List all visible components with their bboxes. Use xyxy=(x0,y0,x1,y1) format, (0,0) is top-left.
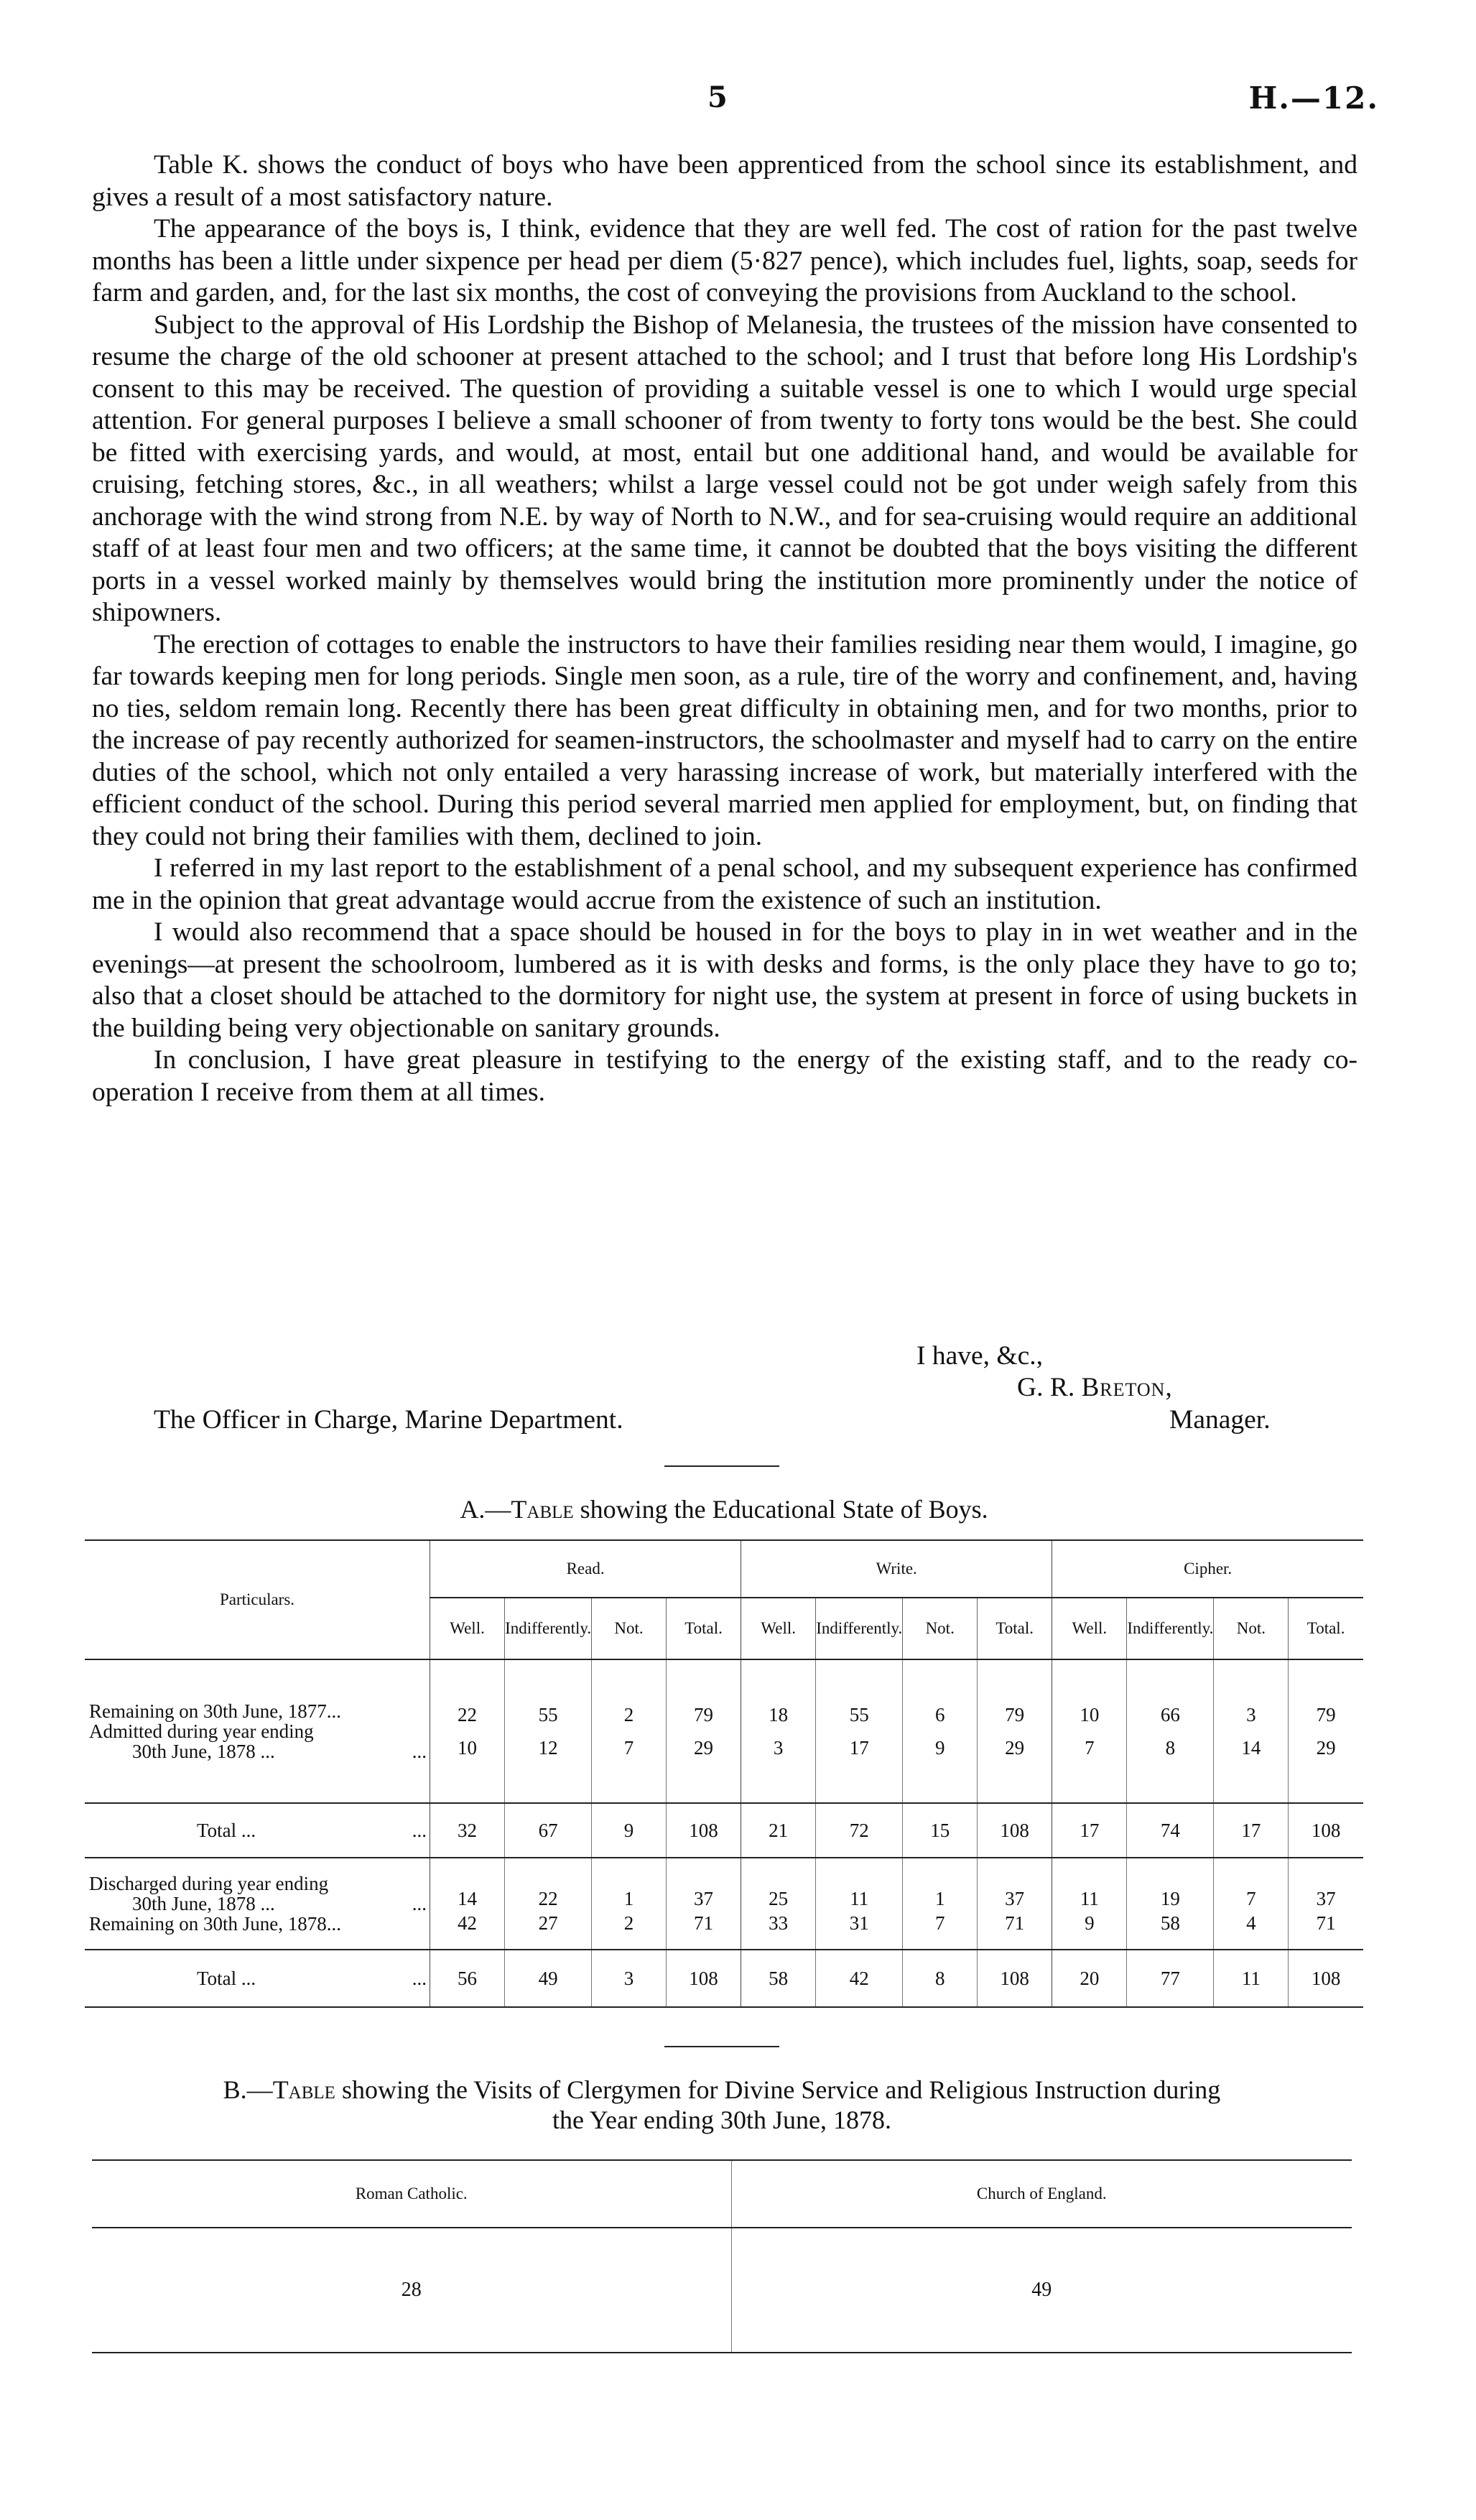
subheader-indifferently: Indifferently. xyxy=(505,1598,592,1659)
table-cell: 108 xyxy=(978,1803,1052,1858)
section-divider xyxy=(664,2046,779,2047)
table-cell: 79 29 xyxy=(1289,1659,1363,1803)
signature-name xyxy=(1017,1372,1173,1404)
particulars-header: Particulars. xyxy=(85,1540,430,1659)
table-cell: 3 xyxy=(592,1950,667,2007)
row-label-group xyxy=(85,1659,430,1803)
table-cell: 1 7 xyxy=(903,1858,978,1950)
table-cell: 108 xyxy=(666,1803,741,1858)
table-row-total xyxy=(85,1950,1363,2007)
table-cell: 20 xyxy=(1052,1950,1127,2007)
table-cell: 37 71 xyxy=(666,1858,741,1950)
row-label-dots: ... xyxy=(412,1741,427,1762)
subheader-well: Well. xyxy=(430,1598,505,1659)
table-cell: 2 7 xyxy=(592,1659,667,1803)
subheader-not: Not. xyxy=(1214,1598,1289,1659)
table-a-caption xyxy=(85,1494,1363,1524)
table-cell: 1 2 xyxy=(592,1858,667,1950)
table-row xyxy=(85,1858,1363,1950)
table-cell: 56 xyxy=(430,1950,505,2007)
paragraph: I referred in my last report to the establishment of a penal school, and my subsequent experience has confirmed me in the opinion that great advantage would accrue from the existence of such an institution. xyxy=(92,853,1357,915)
table-cell: 3 14 xyxy=(1214,1659,1289,1803)
table-cell: 28 xyxy=(92,2228,731,2353)
table-row-total xyxy=(85,1803,1363,1858)
section-divider xyxy=(664,1465,779,1467)
row-label xyxy=(85,1950,430,2007)
table-cell: 108 xyxy=(666,1950,741,2007)
subheader-total: Total. xyxy=(666,1598,741,1659)
table-cell: 108 xyxy=(1289,1803,1363,1858)
row-label-dots: ... xyxy=(412,1893,427,1914)
column-header-church-of-england: Church of England. xyxy=(731,2160,1352,2228)
table-cell: 6 9 xyxy=(903,1659,978,1803)
table-cell: 11 31 xyxy=(816,1858,903,1950)
table-cell: 22 27 xyxy=(505,1858,592,1950)
caption-line xyxy=(92,2075,1352,2105)
subheader-indifferently: Indifferently. xyxy=(1127,1598,1214,1659)
table-cell: 37 71 xyxy=(978,1858,1052,1950)
paragraph: Table K. shows the conduct of boys who have been apprenticed from the school since its establishment, and gives a result of a most satisfactory nature. xyxy=(92,150,1357,212)
subheader-total: Total. xyxy=(978,1598,1052,1659)
table-cell: 32 xyxy=(430,1803,505,1858)
signoff xyxy=(92,1340,1357,1441)
table-cell: 108 xyxy=(978,1950,1052,2007)
table-cell: 10 7 xyxy=(1052,1659,1127,1803)
table-cell: 21 xyxy=(741,1803,816,1858)
table-cell: 77 xyxy=(1127,1950,1214,2007)
group-header-cipher: Cipher. xyxy=(1052,1540,1363,1598)
caption-line: the Year ending 30th June, 1878. xyxy=(552,2106,891,2134)
document-reference: H.—12. xyxy=(1248,80,1379,116)
table-cell: 11 9 xyxy=(1052,1858,1127,1950)
caption-prefix: B.— xyxy=(223,2075,273,2104)
table-cell: 11 xyxy=(1214,1950,1289,2007)
table-cell: 67 xyxy=(505,1803,592,1858)
table-cell: 55 12 xyxy=(505,1659,592,1803)
table-cell: 15 xyxy=(903,1803,978,1858)
table-cell: 108 xyxy=(1289,1950,1363,2007)
row-label-group xyxy=(85,1858,430,1950)
table-cell: 7 4 xyxy=(1214,1858,1289,1950)
row-label-text: Total ... xyxy=(197,1820,256,1841)
row-label-text: 30th June, 1878 ... xyxy=(132,1893,275,1914)
paragraph: The appearance of the boys is, I think, evidence that they are well fed. The cost of ration for the past twelve months has been a little under sixpence per head per diem (5·827 pence), which includes fuel, lights, soap, seeds for farm and garden, and, for the last six months, the cost of conveying the provisions from Auckland to the school. xyxy=(92,214,1357,307)
table-cell: 49 xyxy=(505,1950,592,2007)
table-cell: 14 42 xyxy=(430,1858,505,1950)
column-header-roman-catholic: Roman Catholic. xyxy=(92,2160,731,2228)
table-cell: 55 17 xyxy=(816,1659,903,1803)
group-header-write: Write. xyxy=(741,1540,1052,1598)
row-label xyxy=(89,1894,430,1914)
report-body xyxy=(92,149,1357,1108)
page-header xyxy=(0,80,1476,124)
table-cell: 8 xyxy=(903,1950,978,2007)
subheader-well: Well. xyxy=(741,1598,816,1659)
row-label-dots: ... xyxy=(412,1820,427,1841)
caption-word: Table xyxy=(272,2075,335,2104)
page-number: 5 xyxy=(707,80,728,114)
caption-rest: showing the Visits of Clergymen for Divine Service and Religious Instruction during xyxy=(335,2075,1221,2104)
table-cell: 19 58 xyxy=(1127,1858,1214,1950)
signature-initials: G. R. xyxy=(1017,1373,1075,1402)
row-label xyxy=(85,1803,430,1858)
row-label: Remaining on 30th June, 1877... xyxy=(89,1700,341,1722)
table-row xyxy=(85,1659,1363,1803)
table-cell: 37 71 xyxy=(1289,1858,1363,1950)
row-label-text: 30th June, 1878 ... xyxy=(132,1741,275,1762)
signature-surname: Breton, xyxy=(1081,1373,1173,1402)
paragraph: I would also recommend that a space should be housed in for the boys to play in in wet weather and in the evenings—at present the schoolroom, lumbered as it is with desks and forms, is the only place they have to go to; also that a closet should be attached to the dormitory for night use, the system at present in force of using buckets in the building being very objectionable on sanitary grounds. xyxy=(92,917,1357,1043)
paragraph: The erection of cottages to enable the instructors to have their families residing near them would, I imagine, go far towards keeping men for long periods. Single men soon, as a rule, tire of the worry and confinement, and, having no ties, seldom remain long. Recently there has been great difficulty in obtaining men, and for two months, prior to the increase of pay recently authorized for seamen-instructors, the schoolmaster and myself had to carry on the entire duties of the school, which not only entailed a very harassing increase of work, but materially interfered with the efficient conduct of the school. During this period several married men applied for employment, but, on finding that they could not bring their families with them, declined to join. xyxy=(92,629,1357,851)
table-cell: 17 xyxy=(1214,1803,1289,1858)
table-cell: 18 3 xyxy=(741,1659,816,1803)
table-cell: 49 xyxy=(731,2228,1352,2353)
subheader-total: Total. xyxy=(1289,1598,1363,1659)
row-label-dots: ... xyxy=(412,1968,427,1989)
caption-word: Table xyxy=(511,1495,574,1524)
educational-state-table xyxy=(85,1539,1363,2008)
addressee: The Officer in Charge, Marine Department. xyxy=(154,1405,623,1435)
row-label: Admitted during year ending xyxy=(89,1720,314,1742)
signature-role: Manager. xyxy=(1169,1405,1271,1435)
table-cell: 9 xyxy=(592,1803,667,1858)
row-label: Remaining on 30th June, 1878... xyxy=(89,1913,341,1935)
table-cell: 79 29 xyxy=(978,1659,1052,1803)
subheader-not: Not. xyxy=(903,1598,978,1659)
group-header-read: Read. xyxy=(430,1540,741,1598)
subheader-indifferently: Indifferently. xyxy=(816,1598,903,1659)
table-cell: 79 29 xyxy=(666,1659,741,1803)
subheader-not: Not. xyxy=(592,1598,667,1659)
row-label: Discharged during year ending xyxy=(89,1873,329,1894)
table-cell: 25 33 xyxy=(741,1858,816,1950)
subheader-well: Well. xyxy=(1052,1598,1127,1659)
table-cell: 66 8 xyxy=(1127,1659,1214,1803)
row-label xyxy=(89,1741,430,1761)
table-cell: 42 xyxy=(816,1950,903,2007)
table-cell: 17 xyxy=(1052,1803,1127,1858)
row-label-text: Total ... xyxy=(197,1968,256,1989)
table-cell: 74 xyxy=(1127,1803,1214,1858)
table-cell: 58 xyxy=(741,1950,816,2007)
table-cell: 22 10 xyxy=(430,1659,505,1803)
paragraph: Subject to the approval of His Lordship the Bishop of Melanesia, the trustees of the mission have consented to resume the charge of the old schooner at present attached to the school; and I trust that before long His Lordship's consent to this may be received. The question of providing a suitable vessel is one to which I would urge special attention. For general purposes I believe a small schooner of from twenty to forty tons would be the best. She could be fitted with exercising yards, and would, at most, entail but one additional hand, and would be available for cruising, fetching stores, &c., in all weathers; whilst a large vessel could not be got under weigh safely from this anchorage with the wind strong from N.E. by way of North to N.W., and for sea-cruising would require an additional staff of at least four men and two officers; at the same time, it cannot be doubted that the boys visiting the different ports in a vessel worked mainly by themselves would bring the institution more prominently under the notice of shipowners. xyxy=(92,310,1357,627)
table-b-caption xyxy=(92,2075,1352,2135)
clergy-visits-table xyxy=(92,2159,1352,2353)
closing-line: I have, &c., xyxy=(916,1341,1043,1371)
table-cell: 72 xyxy=(816,1803,903,1858)
caption-prefix: A.— xyxy=(460,1495,511,1524)
table-row xyxy=(92,2228,1352,2353)
caption-rest: showing the Educational State of Boys. xyxy=(573,1495,988,1524)
paragraph: In conclusion, I have great pleasure in testifying to the energy of the existing staff, and to the ready co-operation I receive from them at all times. xyxy=(92,1045,1357,1107)
